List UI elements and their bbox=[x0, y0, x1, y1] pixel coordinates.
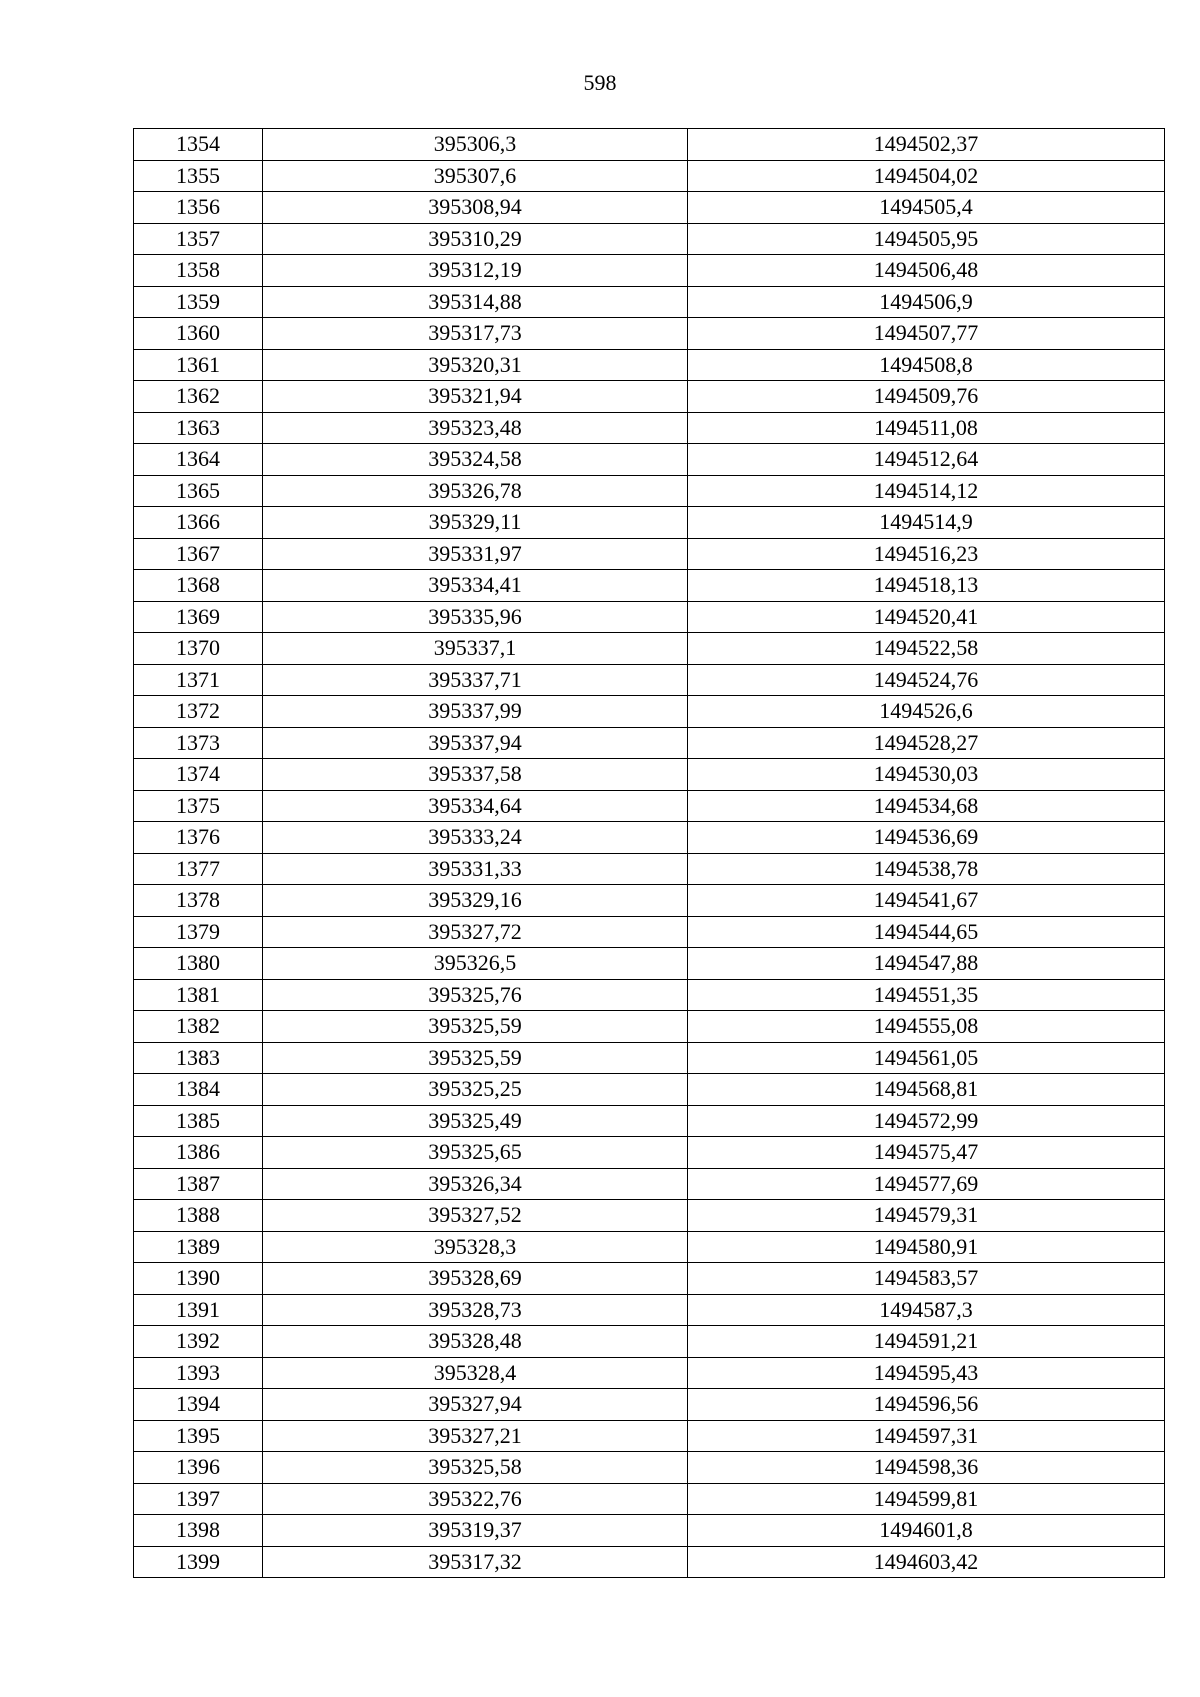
x-coordinate-cell: 395312,19 bbox=[263, 255, 688, 287]
x-coordinate-cell: 395310,29 bbox=[263, 223, 688, 255]
point-number-cell: 1397 bbox=[134, 1483, 263, 1515]
point-number-cell: 1399 bbox=[134, 1546, 263, 1578]
y-coordinate-cell: 1494512,64 bbox=[688, 444, 1165, 476]
x-coordinate-cell: 395319,37 bbox=[263, 1515, 688, 1547]
x-coordinate-cell: 395325,59 bbox=[263, 1011, 688, 1043]
table-row bbox=[134, 822, 1165, 854]
point-number-cell: 1374 bbox=[134, 759, 263, 791]
y-coordinate-cell: 1494538,78 bbox=[688, 853, 1165, 885]
table-row bbox=[134, 1515, 1165, 1547]
point-number-cell: 1382 bbox=[134, 1011, 263, 1043]
point-number-cell: 1361 bbox=[134, 349, 263, 381]
table-row bbox=[134, 759, 1165, 791]
point-number-cell: 1366 bbox=[134, 507, 263, 539]
point-number-cell: 1380 bbox=[134, 948, 263, 980]
x-coordinate-cell: 395325,25 bbox=[263, 1074, 688, 1106]
x-coordinate-cell: 395337,99 bbox=[263, 696, 688, 728]
y-coordinate-cell: 1494511,08 bbox=[688, 412, 1165, 444]
point-number-cell: 1390 bbox=[134, 1263, 263, 1295]
x-coordinate-cell: 395328,48 bbox=[263, 1326, 688, 1358]
point-number-cell: 1373 bbox=[134, 727, 263, 759]
x-coordinate-cell: 395325,65 bbox=[263, 1137, 688, 1169]
coordinates-table-body bbox=[134, 129, 1165, 1578]
y-coordinate-cell: 1494595,43 bbox=[688, 1357, 1165, 1389]
y-coordinate-cell: 1494524,76 bbox=[688, 664, 1165, 696]
x-coordinate-cell: 395337,58 bbox=[263, 759, 688, 791]
y-coordinate-cell: 1494505,4 bbox=[688, 192, 1165, 224]
point-number-cell: 1396 bbox=[134, 1452, 263, 1484]
y-coordinate-cell: 1494577,69 bbox=[688, 1168, 1165, 1200]
table-row bbox=[134, 790, 1165, 822]
point-number-cell: 1356 bbox=[134, 192, 263, 224]
y-coordinate-cell: 1494514,12 bbox=[688, 475, 1165, 507]
y-coordinate-cell: 1494507,77 bbox=[688, 318, 1165, 350]
point-number-cell: 1377 bbox=[134, 853, 263, 885]
y-coordinate-cell: 1494547,88 bbox=[688, 948, 1165, 980]
point-number-cell: 1387 bbox=[134, 1168, 263, 1200]
x-coordinate-cell: 395317,32 bbox=[263, 1546, 688, 1578]
point-number-cell: 1375 bbox=[134, 790, 263, 822]
x-coordinate-cell: 395321,94 bbox=[263, 381, 688, 413]
table-row bbox=[134, 192, 1165, 224]
table-row bbox=[134, 1042, 1165, 1074]
y-coordinate-cell: 1494541,67 bbox=[688, 885, 1165, 917]
x-coordinate-cell: 395337,94 bbox=[263, 727, 688, 759]
x-coordinate-cell: 395337,71 bbox=[263, 664, 688, 696]
table-row bbox=[134, 1105, 1165, 1137]
y-coordinate-cell: 1494522,58 bbox=[688, 633, 1165, 665]
point-number-cell: 1368 bbox=[134, 570, 263, 602]
table-row bbox=[134, 318, 1165, 350]
table-row bbox=[134, 664, 1165, 696]
x-coordinate-cell: 395327,94 bbox=[263, 1389, 688, 1421]
x-coordinate-cell: 395327,21 bbox=[263, 1420, 688, 1452]
table-row bbox=[134, 255, 1165, 287]
x-coordinate-cell: 395328,73 bbox=[263, 1294, 688, 1326]
point-number-cell: 1363 bbox=[134, 412, 263, 444]
y-coordinate-cell: 1494506,48 bbox=[688, 255, 1165, 287]
table-row bbox=[134, 444, 1165, 476]
point-number-cell: 1394 bbox=[134, 1389, 263, 1421]
point-number-cell: 1381 bbox=[134, 979, 263, 1011]
x-coordinate-cell: 395326,34 bbox=[263, 1168, 688, 1200]
y-coordinate-cell: 1494580,91 bbox=[688, 1231, 1165, 1263]
y-coordinate-cell: 1494544,65 bbox=[688, 916, 1165, 948]
table-row bbox=[134, 538, 1165, 570]
point-number-cell: 1379 bbox=[134, 916, 263, 948]
x-coordinate-cell: 395334,41 bbox=[263, 570, 688, 602]
point-number-cell: 1370 bbox=[134, 633, 263, 665]
y-coordinate-cell: 1494516,23 bbox=[688, 538, 1165, 570]
table-row bbox=[134, 1074, 1165, 1106]
x-coordinate-cell: 395325,49 bbox=[263, 1105, 688, 1137]
table-row bbox=[134, 160, 1165, 192]
x-coordinate-cell: 395327,52 bbox=[263, 1200, 688, 1232]
table-row bbox=[134, 601, 1165, 633]
y-coordinate-cell: 1494568,81 bbox=[688, 1074, 1165, 1106]
x-coordinate-cell: 395325,59 bbox=[263, 1042, 688, 1074]
y-coordinate-cell: 1494518,13 bbox=[688, 570, 1165, 602]
table-row bbox=[134, 129, 1165, 161]
point-number-cell: 1386 bbox=[134, 1137, 263, 1169]
x-coordinate-cell: 395317,73 bbox=[263, 318, 688, 350]
y-coordinate-cell: 1494591,21 bbox=[688, 1326, 1165, 1358]
y-coordinate-cell: 1494528,27 bbox=[688, 727, 1165, 759]
point-number-cell: 1357 bbox=[134, 223, 263, 255]
table-row bbox=[134, 1200, 1165, 1232]
x-coordinate-cell: 395329,11 bbox=[263, 507, 688, 539]
y-coordinate-cell: 1494555,08 bbox=[688, 1011, 1165, 1043]
x-coordinate-cell: 395331,97 bbox=[263, 538, 688, 570]
point-number-cell: 1372 bbox=[134, 696, 263, 728]
table-row bbox=[134, 381, 1165, 413]
table-row bbox=[134, 633, 1165, 665]
point-number-cell: 1359 bbox=[134, 286, 263, 318]
y-coordinate-cell: 1494597,31 bbox=[688, 1420, 1165, 1452]
x-coordinate-cell: 395306,3 bbox=[263, 129, 688, 161]
table-row bbox=[134, 1326, 1165, 1358]
point-number-cell: 1388 bbox=[134, 1200, 263, 1232]
y-coordinate-cell: 1494502,37 bbox=[688, 129, 1165, 161]
y-coordinate-cell: 1494508,8 bbox=[688, 349, 1165, 381]
table-row bbox=[134, 1294, 1165, 1326]
point-number-cell: 1378 bbox=[134, 885, 263, 917]
table-row bbox=[134, 507, 1165, 539]
point-number-cell: 1365 bbox=[134, 475, 263, 507]
y-coordinate-cell: 1494601,8 bbox=[688, 1515, 1165, 1547]
y-coordinate-cell: 1494598,36 bbox=[688, 1452, 1165, 1484]
coordinates-table bbox=[133, 128, 1165, 1578]
point-number-cell: 1392 bbox=[134, 1326, 263, 1358]
y-coordinate-cell: 1494575,47 bbox=[688, 1137, 1165, 1169]
x-coordinate-cell: 395328,69 bbox=[263, 1263, 688, 1295]
point-number-cell: 1360 bbox=[134, 318, 263, 350]
y-coordinate-cell: 1494551,35 bbox=[688, 979, 1165, 1011]
y-coordinate-cell: 1494505,95 bbox=[688, 223, 1165, 255]
table-row bbox=[134, 1231, 1165, 1263]
table-row bbox=[134, 1546, 1165, 1578]
point-number-cell: 1389 bbox=[134, 1231, 263, 1263]
x-coordinate-cell: 395328,4 bbox=[263, 1357, 688, 1389]
x-coordinate-cell: 395331,33 bbox=[263, 853, 688, 885]
table-row bbox=[134, 727, 1165, 759]
y-coordinate-cell: 1494561,05 bbox=[688, 1042, 1165, 1074]
table-row bbox=[134, 853, 1165, 885]
x-coordinate-cell: 395335,96 bbox=[263, 601, 688, 633]
point-number-cell: 1358 bbox=[134, 255, 263, 287]
table-row bbox=[134, 412, 1165, 444]
y-coordinate-cell: 1494520,41 bbox=[688, 601, 1165, 633]
table-row bbox=[134, 1483, 1165, 1515]
point-number-cell: 1355 bbox=[134, 160, 263, 192]
point-number-cell: 1383 bbox=[134, 1042, 263, 1074]
point-number-cell: 1367 bbox=[134, 538, 263, 570]
table-row bbox=[134, 948, 1165, 980]
table-row bbox=[134, 979, 1165, 1011]
y-coordinate-cell: 1494603,42 bbox=[688, 1546, 1165, 1578]
x-coordinate-cell: 395322,76 bbox=[263, 1483, 688, 1515]
point-number-cell: 1393 bbox=[134, 1357, 263, 1389]
y-coordinate-cell: 1494534,68 bbox=[688, 790, 1165, 822]
x-coordinate-cell: 395320,31 bbox=[263, 349, 688, 381]
table-row bbox=[134, 223, 1165, 255]
table-row bbox=[134, 1168, 1165, 1200]
table-row bbox=[134, 475, 1165, 507]
x-coordinate-cell: 395334,64 bbox=[263, 790, 688, 822]
x-coordinate-cell: 395328,3 bbox=[263, 1231, 688, 1263]
table-row bbox=[134, 885, 1165, 917]
table-row bbox=[134, 916, 1165, 948]
table-row bbox=[134, 1011, 1165, 1043]
point-number-cell: 1354 bbox=[134, 129, 263, 161]
x-coordinate-cell: 395329,16 bbox=[263, 885, 688, 917]
y-coordinate-cell: 1494587,3 bbox=[688, 1294, 1165, 1326]
table-row bbox=[134, 570, 1165, 602]
point-number-cell: 1398 bbox=[134, 1515, 263, 1547]
table-row bbox=[134, 1389, 1165, 1421]
y-coordinate-cell: 1494599,81 bbox=[688, 1483, 1165, 1515]
y-coordinate-cell: 1494509,76 bbox=[688, 381, 1165, 413]
y-coordinate-cell: 1494514,9 bbox=[688, 507, 1165, 539]
point-number-cell: 1384 bbox=[134, 1074, 263, 1106]
x-coordinate-cell: 395323,48 bbox=[263, 412, 688, 444]
point-number-cell: 1371 bbox=[134, 664, 263, 696]
point-number-cell: 1385 bbox=[134, 1105, 263, 1137]
y-coordinate-cell: 1494530,03 bbox=[688, 759, 1165, 791]
point-number-cell: 1362 bbox=[134, 381, 263, 413]
y-coordinate-cell: 1494536,69 bbox=[688, 822, 1165, 854]
page-number: 598 bbox=[583, 70, 617, 95]
table-row bbox=[134, 1452, 1165, 1484]
y-coordinate-cell: 1494579,31 bbox=[688, 1200, 1165, 1232]
x-coordinate-cell: 395325,58 bbox=[263, 1452, 688, 1484]
table-row bbox=[134, 349, 1165, 381]
table-row bbox=[134, 1357, 1165, 1389]
x-coordinate-cell: 395327,72 bbox=[263, 916, 688, 948]
x-coordinate-cell: 395326,5 bbox=[263, 948, 688, 980]
table-row bbox=[134, 1137, 1165, 1169]
x-coordinate-cell: 395308,94 bbox=[263, 192, 688, 224]
x-coordinate-cell: 395337,1 bbox=[263, 633, 688, 665]
x-coordinate-cell: 395307,6 bbox=[263, 160, 688, 192]
table-row bbox=[134, 696, 1165, 728]
x-coordinate-cell: 395325,76 bbox=[263, 979, 688, 1011]
point-number-cell: 1364 bbox=[134, 444, 263, 476]
point-number-cell: 1369 bbox=[134, 601, 263, 633]
x-coordinate-cell: 395324,58 bbox=[263, 444, 688, 476]
table-row bbox=[134, 286, 1165, 318]
x-coordinate-cell: 395333,24 bbox=[263, 822, 688, 854]
table-row bbox=[134, 1420, 1165, 1452]
y-coordinate-cell: 1494526,6 bbox=[688, 696, 1165, 728]
point-number-cell: 1376 bbox=[134, 822, 263, 854]
x-coordinate-cell: 395326,78 bbox=[263, 475, 688, 507]
y-coordinate-cell: 1494583,57 bbox=[688, 1263, 1165, 1295]
x-coordinate-cell: 395314,88 bbox=[263, 286, 688, 318]
point-number-cell: 1395 bbox=[134, 1420, 263, 1452]
y-coordinate-cell: 1494504,02 bbox=[688, 160, 1165, 192]
point-number-cell: 1391 bbox=[134, 1294, 263, 1326]
table-row bbox=[134, 1263, 1165, 1295]
y-coordinate-cell: 1494572,99 bbox=[688, 1105, 1165, 1137]
y-coordinate-cell: 1494506,9 bbox=[688, 286, 1165, 318]
y-coordinate-cell: 1494596,56 bbox=[688, 1389, 1165, 1421]
